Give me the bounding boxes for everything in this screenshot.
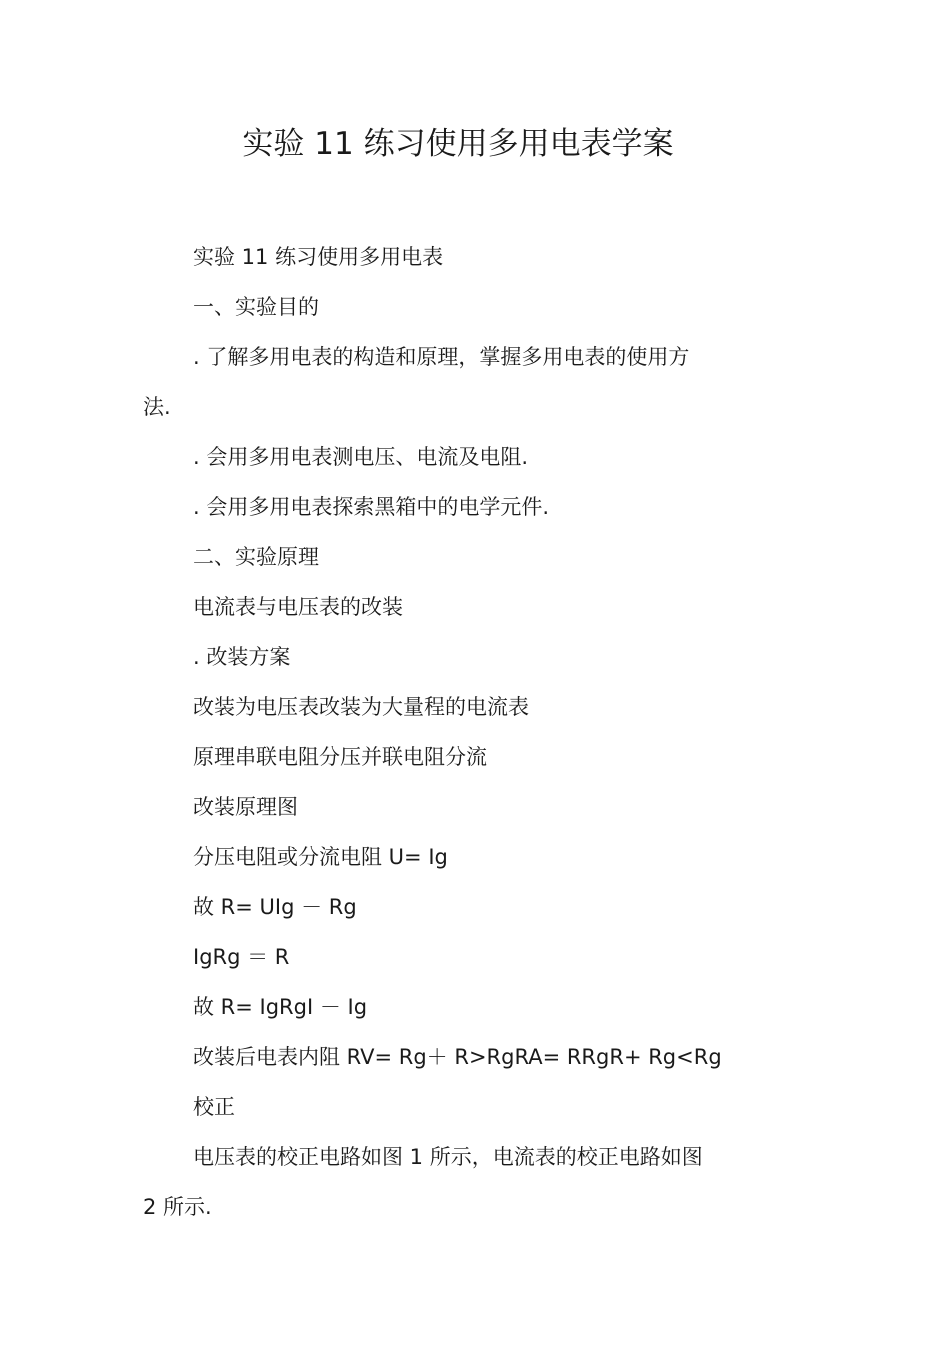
paragraph-line: 改装原理图 — [193, 795, 298, 819]
paragraph-line: . 了解多用电表的构造和原理，掌握多用电表的使用方 — [193, 345, 690, 369]
paragraph-line: 电压表的校正电路如图 1 所示，电流表的校正电路如图 — [193, 1145, 703, 1169]
formula-line: 改装后电表内阻 RV= Rg＋ R>RgRA= RRgR+ Rg<Rg — [193, 1045, 722, 1069]
paragraph-line: 校正 — [193, 1095, 235, 1119]
formula-line: IgRg ＝ R — [193, 945, 290, 969]
page-title: 实验 11 练习使用多用电表学案 — [242, 126, 674, 162]
paragraph-line: . 会用多用电表测电压、电流及电阻. — [193, 445, 529, 469]
section-heading: 一、实验目的 — [193, 295, 319, 319]
paragraph-line: 2 所示. — [143, 1195, 212, 1219]
formula-line: 故 R= IgRgI － Ig — [193, 995, 368, 1019]
paragraph-line: . 改装方案 — [193, 645, 291, 669]
paragraph-line: 原理串联电阻分压并联电阻分流 — [193, 745, 487, 769]
formula-line: 故 R= UIg － Rg — [193, 895, 357, 919]
paragraph-line: 电流表与电压表的改装 — [193, 595, 403, 619]
section-heading: 实验 11 练习使用多用电表 — [193, 245, 444, 269]
paragraph-line: . 会用多用电表探索黑箱中的电学元件. — [193, 495, 550, 519]
section-heading: 二、实验原理 — [193, 545, 319, 569]
paragraph-line: 法. — [143, 395, 171, 419]
formula-line: 分压电阻或分流电阻 U= Ig — [193, 845, 448, 869]
paragraph-line: 改装为电压表改装为大量程的电流表 — [193, 695, 529, 719]
